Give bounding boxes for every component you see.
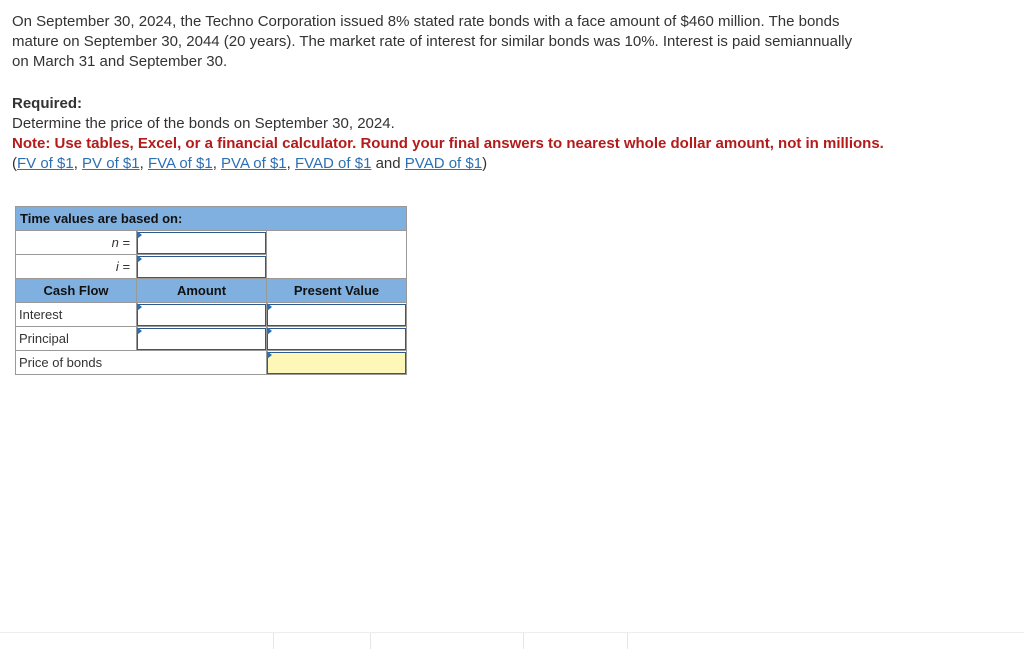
header-cash-flow: Cash Flow [16,279,137,303]
interest-amount-cell [137,303,267,327]
principal-pv-cell [267,327,407,351]
link-pv-of-1[interactable]: PV of $1 [82,155,140,172]
required-label: Required: [12,95,83,112]
i-cell [137,255,267,279]
link-fva-of-1[interactable]: FVA of $1 [147,155,213,172]
interest-pv-input[interactable] [267,304,406,326]
problem-content [12,12,952,174]
note-text: Note: Use tables, Excel, or a financial calculator. Round your final answers to nearest whole dollar amount, not in millions. [12,135,884,152]
link-pvad-of-1[interactable]: PVAD of $1 [404,155,483,172]
input-marker-icon [137,255,142,263]
time-value-table [15,206,407,375]
i-input[interactable] [137,256,266,278]
input-marker-icon [137,231,142,239]
row-interest-label: Interest [16,303,137,327]
links-and: and [375,155,401,172]
price-of-bonds-label: Price of bonds [16,351,267,375]
i-label: i = [16,255,137,279]
n-cell [137,231,267,255]
link-pva-of-1[interactable]: PVA of $1 [221,155,287,172]
input-marker-icon [267,327,272,335]
bottom-tick [370,633,371,649]
problem-line-2: mature on September 30, 2044 (20 years). The market rate of interest for similar bonds was 10%. Interest is paid semiannually [12,33,853,50]
principal-amount-cell [137,327,267,351]
n-label: n = [16,231,137,255]
interest-amount-input[interactable] [137,304,266,326]
header-amount: Amount [137,279,267,303]
bottom-tick [523,633,524,649]
principal-amount-input[interactable] [137,328,266,350]
links-open-paren: ( [12,155,17,172]
blank-cell [267,231,407,279]
link-fvad-of-1[interactable]: FVAD of $1 [295,155,372,172]
links-close-paren: ) [482,155,488,172]
row-principal-label: Principal [16,327,137,351]
problem-line-3: on March 31 and September 30. [12,53,228,70]
bottom-tick [273,633,274,649]
principal-pv-input[interactable] [267,328,406,350]
links-sep: , [139,155,148,172]
input-marker-icon [137,303,142,311]
required-instruction: Determine the price of the bonds on September 30, 2024. [12,115,395,132]
links-sep: , [286,155,295,172]
price-of-bonds-input[interactable] [267,352,406,374]
input-marker-icon [137,327,142,335]
bottom-divider [0,632,1024,633]
price-cell [267,351,407,375]
n-input[interactable] [137,232,266,254]
table-title: Time values are based on: [16,207,407,231]
table-links [12,154,952,174]
bottom-tick [627,633,628,649]
problem-line-1: On September 30, 2024, the Techno Corporation issued 8% stated rate bonds with a face amount of $460 million. The bonds [12,13,840,30]
links-sep: , [212,155,222,172]
input-marker-icon [267,351,272,359]
input-marker-icon [267,303,272,311]
header-present-value: Present Value [267,279,407,303]
interest-pv-cell [267,303,407,327]
links-sep: , [73,155,83,172]
link-fv-of-1[interactable]: FV of $1 [17,155,74,172]
